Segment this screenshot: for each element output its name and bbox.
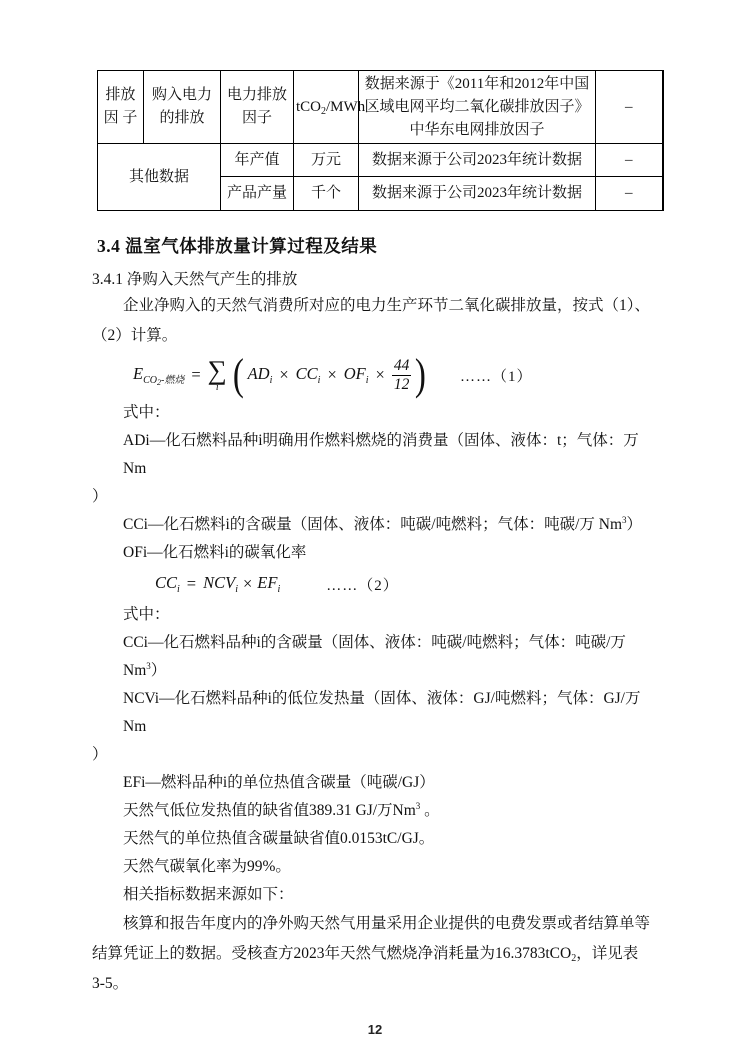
page-number: 12: [367, 1022, 383, 1037]
subscript: 2: [571, 953, 577, 964]
times-sign: ×: [375, 365, 385, 384]
definition-AD: ADi—化石燃料品种i明确用作燃料燃烧的消费量（固体、液体：t；气体：万Nm: [123, 432, 639, 477]
term-AD: [248, 364, 273, 386]
closing-paragraph-line: 核算和报告年度内的净外购天然气用量采用企业提供的电费发票或者结算单等: [123, 915, 651, 932]
paragraph-line: 企业净购入的天然气消费所对应的电力生产环节二氧化碳排放量，按式（1）、: [123, 297, 651, 314]
cell-text: 中华东电网排放因子: [409, 121, 545, 138]
term-CC: [296, 364, 321, 386]
table-cell-parameter: [221, 144, 294, 177]
equation-number: ……（1）: [460, 368, 533, 385]
definition-OF: OFi—化石燃料i的碳氧化率: [123, 544, 307, 561]
definition-CC2: [92, 629, 662, 685]
fraction-44-12: [392, 357, 412, 394]
where-label: 式中：: [123, 404, 170, 421]
table-cell-category: [98, 144, 221, 211]
definition-CC: [92, 511, 662, 539]
term-OF: [344, 364, 369, 386]
cell-text: 其他数据: [128, 168, 189, 185]
superscript: 3: [622, 514, 627, 525]
table-cell-source: [359, 177, 596, 211]
fact-oxidation-rate: 天然气碳氧化率为99%。: [123, 858, 291, 875]
formula-1: [133, 351, 662, 399]
subscript-number: 2: [157, 377, 161, 387]
definition-EF: EFi—燃料品种i的单位热值含碳量（吨碳/GJ）: [123, 774, 435, 791]
cell-text: –: [625, 98, 633, 115]
table-cell-parameter: [221, 71, 294, 144]
cell-text: 区域电网平均二氧化碳排放因子》: [364, 98, 590, 115]
times-sign: ×: [242, 574, 253, 593]
cell-text: –: [625, 151, 633, 168]
cell-text: /MWh: [326, 98, 366, 115]
index: i: [235, 584, 238, 595]
index: i: [269, 375, 273, 386]
data-sources-table: [97, 70, 664, 211]
subsection-heading: 3.4.1 净购入天然气产生的排放: [92, 271, 298, 288]
where-label: 式中：: [123, 606, 170, 623]
definition-text: CCi—化石燃料品种i的含碳量（固体、液体：吨碳/吨燃料；气体：吨碳/万Nm: [123, 634, 626, 679]
equals-sign: =: [191, 365, 201, 384]
table-cell-remark: [596, 177, 663, 211]
fact-cc-default: 天然气的单位热值含碳量缺省值0.0153tC/GJ。: [123, 830, 435, 847]
table-cell-unit: [294, 177, 359, 211]
fraction-numerator: 44: [393, 356, 410, 374]
index: i: [365, 375, 369, 386]
term-EF: [257, 573, 280, 595]
subscript-text: -燃烧: [161, 374, 185, 386]
fact-text: 天然气低位发热值的缺省值389.31 GJ/万Nm: [123, 802, 416, 819]
fact-text: 。: [420, 802, 440, 819]
definition-text: ）: [626, 516, 643, 533]
cell-text: 年产值: [234, 151, 280, 168]
cell-text: 因子: [241, 110, 272, 126]
variable: CC: [155, 573, 178, 592]
fraction-denominator: 12: [393, 375, 410, 393]
cell-text: 数据来源于《2011年和2012年中国: [364, 75, 590, 92]
sources-intro: 相关指标数据来源如下：: [123, 886, 294, 903]
cell-text: 的排放: [159, 110, 205, 126]
table-cell-remark: [596, 71, 663, 144]
variable: EF: [257, 573, 278, 592]
formula-subscript: [143, 375, 184, 386]
cell-text: 千个: [310, 185, 341, 201]
sigma-symbol: ∑: [207, 354, 227, 385]
variable: NCV: [203, 573, 236, 592]
close-paren: ): [415, 350, 427, 399]
definition-text: ）: [150, 662, 167, 679]
table-cell-parameter: [221, 177, 294, 211]
times-sign: ×: [279, 365, 289, 384]
formula-2: [155, 567, 662, 601]
definition-AD-close: ）: [92, 488, 108, 505]
cell-text: 数据来源于公司2023年统计数据: [371, 185, 582, 201]
table-cell-unit: [294, 71, 366, 144]
definition-NCV-close: ）: [92, 746, 108, 763]
superscript: 3: [415, 800, 421, 811]
variable: AD: [247, 364, 270, 383]
table-cell-source: [359, 144, 596, 177]
definition-NCV: NCVi—化石燃料品种i的低位发热量（固体、液体：GJ/吨燃料；气体：GJ/万Nm: [123, 690, 641, 735]
definition-text: CCi—化石燃料i的含碳量（固体、液体：吨碳/吨燃料；气体：吨碳/万 Nm: [123, 516, 623, 533]
closing-paragraph-line: [92, 939, 662, 969]
cell-text: tCO: [296, 98, 322, 115]
paragraph-line: （2）计算。: [92, 327, 178, 344]
table-cell-source: [359, 71, 596, 144]
variable: E: [133, 363, 144, 383]
section-heading: 3.4 温室气体排放量计算过程及结果: [97, 236, 378, 256]
index: i: [277, 584, 281, 595]
subscript: 2: [321, 105, 327, 117]
cell-text: 购入电力: [151, 87, 212, 103]
sigma-index: i: [215, 381, 219, 393]
variable: CC: [295, 364, 318, 383]
open-paren: (: [232, 350, 244, 399]
cell-text: 产品产量: [226, 185, 287, 201]
equals-sign: =: [186, 574, 197, 593]
cell-text: –: [625, 185, 633, 201]
cell-text: 排放: [105, 87, 136, 103]
paragraph-text: ，详见表: [576, 945, 639, 962]
cell-text: 电力排放: [226, 87, 287, 103]
summation: [207, 354, 227, 393]
table-cell-item: [144, 71, 221, 144]
table-row: [98, 71, 663, 144]
times-sign: ×: [327, 365, 337, 384]
paragraph-text: 结算凭证上的数据。受核查方2023年天然气燃烧净消耗量为16.3783tCO: [92, 945, 572, 962]
fact-ncv-default: [92, 797, 662, 825]
closing-paragraph-line: 3-5。: [92, 975, 129, 992]
table-cell-remark: [596, 144, 663, 177]
variable: OF: [343, 364, 366, 383]
equation-number: ……（2）: [326, 577, 399, 594]
formula-lhs: [133, 364, 184, 387]
cell-text: 因 子: [103, 110, 138, 126]
table-cell-category: [98, 71, 144, 144]
index: i: [177, 584, 180, 595]
term-CC: [155, 573, 180, 595]
cell-text: 数据来源于公司2023年统计数据: [371, 151, 582, 168]
cell-text: 万元: [310, 151, 341, 168]
table-cell-unit: [294, 144, 359, 177]
index: i: [317, 375, 321, 386]
table-row: [98, 144, 663, 177]
term-NCV: [203, 573, 238, 595]
superscript: 3: [146, 660, 151, 671]
subscript-text: CO: [143, 374, 157, 386]
